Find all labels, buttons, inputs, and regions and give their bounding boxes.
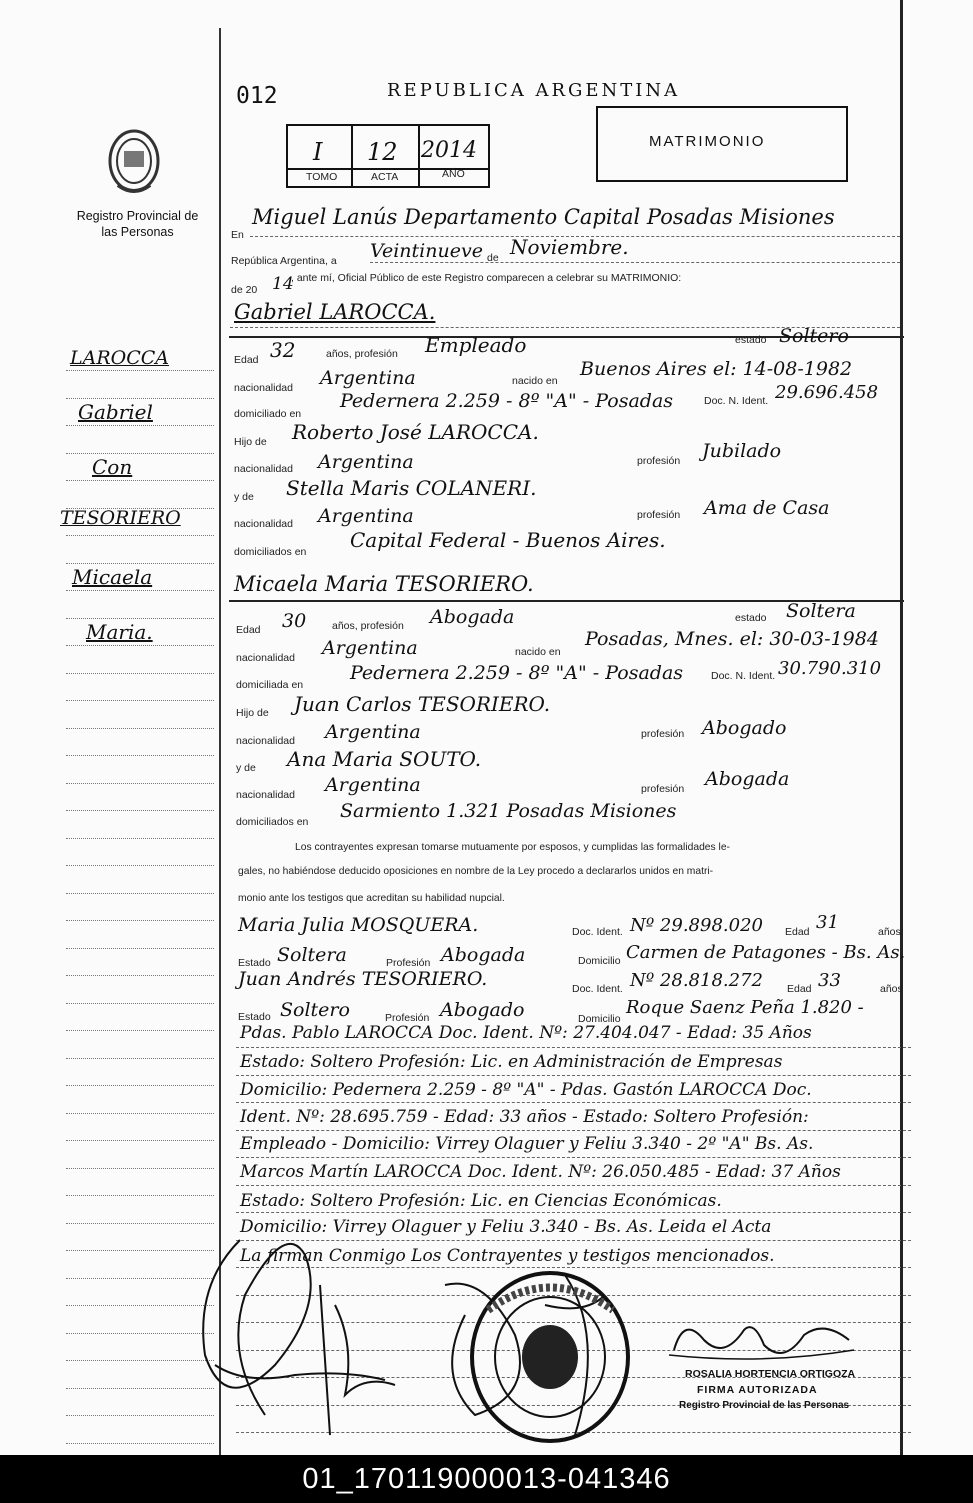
margin-ruled-line	[66, 920, 214, 921]
handwritten-line-6: Marcos Martín LAROCCA Doc. Ident. Nº: 26.050.485 - Edad: 37 Años	[240, 1162, 841, 1182]
month-value: Noviembre.	[510, 235, 629, 259]
body-ruled-line	[236, 1075, 911, 1076]
spouse2-madre-nac: Argentina	[325, 774, 421, 796]
handwritten-line-1: Pdas. Pablo LAROCCA Doc. Ident. Nº: 27.404.047 - Edad: 35 Años	[240, 1023, 812, 1043]
spouse2-padre-prof: Abogado	[702, 717, 787, 739]
witness1-estado: Soltera	[277, 944, 347, 966]
witness1-prof-label: Profesión	[386, 957, 431, 969]
page-edge	[900, 0, 903, 1455]
spouse2-padre-nac-label: nacionalidad	[236, 735, 295, 747]
margin-note-6: Maria.	[86, 620, 153, 644]
label-de: de	[487, 252, 499, 264]
year-suffix-value: 14	[272, 274, 294, 294]
body-ruled-line	[236, 1102, 911, 1103]
country-title: REPUBLICA ARGENTINA	[387, 80, 681, 101]
anio-value: 2014	[421, 138, 477, 163]
witness2-name: Juan Andrés TESORIERO.	[238, 968, 488, 990]
spouse1-domicilio: Pedernera 2.259 - 8º "A" - Posadas	[340, 390, 674, 412]
spouse2-profesion: Abogada	[430, 606, 515, 628]
document-type: MATRIMONIO	[649, 133, 766, 150]
witness2-domicilio: Roque Saenz Peña 1.820 -	[626, 997, 864, 1018]
spouse2-nacido-label: nacido en	[515, 646, 561, 658]
official-stamp-icon	[468, 1270, 633, 1445]
acta-value: 12	[367, 138, 398, 166]
margin-ruled-line	[66, 370, 214, 371]
registry-label: Registro Provincial de las Personas	[76, 209, 199, 239]
body-ruled-line	[236, 1212, 911, 1213]
margin-ruled-line	[66, 563, 214, 564]
witness2-edad-label: Edad	[787, 983, 812, 995]
handwritten-line-3: Domicilio: Pedernera 2.259 - 8º "A" - Pdas. Gastón LAROCCA Doc.	[240, 1080, 812, 1100]
body-ruled-line	[236, 1130, 911, 1131]
margin-ruled-line	[66, 398, 214, 399]
spouse1-madre-nac-label: nacionalidad	[234, 518, 293, 530]
spouse2-padre-prof-label: profesión	[641, 728, 685, 740]
spouse1-padres-dom-label: domiciliados en	[234, 546, 307, 558]
anio-label: AÑO	[442, 168, 465, 180]
witness1-doc: Nº 29.898.020	[630, 915, 763, 936]
spouse1-padre-prof: Jubilado	[702, 440, 782, 462]
margin-ruled-line	[66, 535, 214, 536]
intro-text: , ante mí, Oficial Público de este Registro comparecen a celebrar su MATRIMONIO:	[291, 272, 682, 284]
spouse2-padre-nac: Argentina	[325, 721, 421, 743]
formal-text-1: Los contrayentes expresan tomarse mutuamente por esposos, y cumplidas las formalidades le-	[295, 842, 730, 853]
margin-ruled-line	[66, 1168, 214, 1169]
spouse1-padres-dom: Capital Federal - Buenos Aires.	[350, 528, 666, 552]
official-name: ROSALIA HORTENCIA ORTIGOZA	[685, 1368, 856, 1380]
spouse1-estado: Soltero	[779, 325, 849, 347]
witness1-edad-label: Edad	[785, 926, 810, 938]
place-value: Miguel Lanús Departamento Capital Posadas Misiones	[252, 205, 835, 229]
margin-ruled-line	[66, 975, 214, 976]
margin-ruled-line	[66, 480, 214, 481]
margin-note-4: TESORIERO	[60, 507, 181, 529]
spouse1-nac-label: nacionalidad	[234, 382, 293, 394]
spouse2-edad: 30	[282, 610, 307, 632]
margin-ruled-line	[66, 1030, 214, 1031]
margin-ruled-line	[66, 728, 214, 729]
acta-label: ACTA	[371, 171, 399, 183]
witness1-dom-label: Domicilio	[578, 955, 621, 967]
spouse1-estado-label: estado	[735, 334, 767, 346]
witness1-estado-label: Estado	[238, 957, 271, 969]
handwritten-line-2: Estado: Soltero Profesión: Lic. en Administración de Empresas	[240, 1052, 783, 1072]
margin-ruled-line	[66, 1113, 214, 1114]
official-registry: Registro Provincial de las Personas	[679, 1400, 850, 1411]
margin-ruled-line	[66, 1140, 214, 1141]
witness1-edad: 31	[816, 912, 839, 933]
witness2-doc-label: Doc. Ident.	[572, 983, 623, 995]
margin-ruled-line	[66, 783, 214, 784]
margin-ruled-line	[66, 1058, 214, 1059]
spouse1-padre-prof-label: profesión	[637, 455, 681, 467]
spouse2-anios-label: años, profesión	[332, 620, 404, 632]
label-en: En	[231, 229, 244, 241]
spouse1-padre-nac: Argentina	[318, 451, 414, 473]
spouse1-hijo-label: Hijo de	[234, 436, 267, 448]
margin-ruled-line	[66, 838, 214, 839]
witness2-doc: Nº 28.818.272	[630, 970, 763, 991]
spouse2-nacionalidad: Argentina	[322, 637, 418, 659]
document-number: 012	[236, 83, 278, 109]
body-ruled-line	[236, 1047, 911, 1048]
margin-ruled-line	[66, 865, 214, 866]
spouse1-doc-label: Doc. N. Ident.	[704, 395, 769, 407]
witness2-dom-label: Domicilio	[578, 1013, 621, 1025]
witness1-name: Maria Julia MOSQUERA.	[238, 914, 479, 936]
witness1-anios-label: años	[878, 926, 901, 938]
spouse1-name: Gabriel LAROCCA.	[234, 300, 436, 324]
label-republica: República Argentina, a	[231, 255, 337, 267]
spouse1-edad-label: Edad	[234, 354, 259, 366]
spouse2-name: Micaela Maria TESORIERO.	[234, 572, 534, 596]
spouse2-estado-label: estado	[735, 612, 767, 624]
spouse1-doc: 29.696.458	[775, 382, 879, 403]
spouse2-padres-dom-label: domiciliados en	[236, 816, 309, 828]
witness1-profesion: Abogada	[441, 944, 526, 966]
tomo-value: I	[313, 138, 323, 166]
body-ruled-line	[236, 1157, 911, 1158]
official-signature-icon	[664, 1310, 859, 1370]
margin-ruled-line	[66, 700, 214, 701]
formal-text-3: monio ante los testigos que acreditan su habilidad nupcial.	[238, 893, 505, 904]
handwritten-line-5: Empleado - Domicilio: Virrey Olaguer y Feliu 3.340 - 2º "A" Bs. As.	[240, 1134, 814, 1154]
formal-text-2: gales, no habiéndose deducido oposiciones en nombre de la Ley procedo a declararlos unidos en matri-	[238, 866, 714, 877]
witness2-estado-label: Estado	[238, 1011, 271, 1023]
margin-ruled-line	[66, 590, 214, 591]
spouse2-padre: Juan Carlos TESORIERO.	[294, 692, 551, 716]
margin-note-3: Con	[92, 455, 133, 479]
spouse1-nacionalidad: Argentina	[320, 367, 416, 389]
witness2-estado: Soltero	[280, 999, 350, 1021]
spouse2-madre-prof-label: profesión	[641, 783, 685, 795]
witness2-anios-label: años	[880, 983, 903, 995]
margin-ruled-line	[66, 425, 214, 426]
margin-ruled-line	[66, 618, 214, 619]
spouse2-nacido: Posadas, Mnes. el: 30-03-1984	[585, 628, 879, 650]
witness1-domicilio: Carmen de Patagones - Bs. As.	[626, 942, 906, 963]
footer-code: 01_170119000013-041346	[0, 1455, 973, 1503]
official-title: FIRMA AUTORIZADA	[697, 1384, 818, 1396]
label-year-prefix: de 20	[231, 284, 258, 296]
spouse2-madre-prof: Abogada	[705, 768, 790, 790]
spouse2-madre: Ana Maria SOUTO.	[287, 747, 482, 771]
spouse2-madre-nac-label: nacionalidad	[236, 789, 295, 801]
spouse2-estado: Soltera	[786, 600, 856, 622]
spouse1-nacido-label: nacido en	[512, 375, 558, 387]
spouse2-edad-label: Edad	[236, 624, 261, 636]
margin-ruled-line	[66, 1085, 214, 1086]
witness1-doc-label: Doc. Ident.	[572, 926, 623, 938]
margin-ruled-line	[66, 948, 214, 949]
misiones-seal-icon	[104, 125, 164, 200]
margin-ruled-line	[66, 508, 214, 509]
handwritten-line-7: Estado: Soltero Profesión: Lic. en Ciencias Económicas.	[240, 1191, 722, 1211]
spouse2-hijo-label: Hijo de	[236, 707, 269, 719]
spouse1-dom-label: domiciliado en	[234, 408, 302, 420]
spouse1-padre-nac-label: nacionalidad	[234, 463, 293, 475]
margin-note-5: Micaela	[72, 565, 153, 589]
spouse1-edad: 32	[270, 338, 296, 362]
margin-ruled-line	[66, 810, 214, 811]
spouse2-nac-label: nacionalidad	[236, 652, 295, 664]
spouse2-domicilio: Pedernera 2.259 - 8º "A" - Posadas	[350, 662, 684, 684]
margin-ruled-line	[66, 645, 214, 646]
margin-ruled-line	[66, 673, 214, 674]
witness2-edad: 33	[818, 970, 841, 991]
margin-ruled-line	[66, 1003, 214, 1004]
margin-note-1: LAROCCA	[70, 347, 170, 369]
spouse1-nacido: Buenos Aires el: 14-08-1982	[580, 358, 853, 380]
margin-ruled-line	[66, 1195, 214, 1196]
spouse1-madre-prof: Ama de Casa	[704, 497, 830, 519]
handwritten-line-9: La firman Conmigo Los Contrayentes y testigos mencionados.	[240, 1246, 775, 1266]
day-value: Veintinueve	[370, 240, 483, 262]
margin-ruled-line	[66, 453, 214, 454]
witness2-prof-label: Profesión	[385, 1012, 430, 1024]
spouse1-madre-nac: Argentina	[318, 505, 414, 527]
margin-ruled-line	[66, 893, 214, 894]
tomo-label: TOMO	[306, 171, 338, 183]
margin-note-2: Gabriel	[78, 400, 153, 424]
spouse2-yde-label: y de	[236, 762, 256, 774]
spouse2-dom-label: domiciliada en	[236, 679, 304, 691]
spouse1-yde-label: y de	[234, 491, 254, 503]
witness2-profesion: Abogado	[440, 999, 525, 1021]
spouse2-doc: 30.790.310	[778, 658, 882, 679]
margin-ruled-line	[66, 755, 214, 756]
spouse1-anios-label: años, profesión	[326, 348, 398, 360]
spouse1-padre: Roberto José LAROCCA.	[292, 420, 539, 444]
spouse2-doc-label: Doc. N. Ident.	[711, 670, 776, 682]
spouse2-padres-dom: Sarmiento 1.321 Posadas Misiones	[340, 800, 677, 822]
handwritten-line-4: Ident. Nº: 28.695.759 - Edad: 33 años - Estado: Soltero Profesión:	[240, 1107, 809, 1127]
spouse1-profesion: Empleado	[425, 333, 527, 357]
spouse1-madre: Stella Maris COLANERI.	[286, 476, 537, 500]
handwritten-line-8: Domicilio: Virrey Olaguer y Feliu 3.340 - Bs. As. Leida el Acta	[240, 1217, 772, 1237]
body-ruled-line	[236, 1185, 911, 1186]
spouse1-madre-prof-label: profesión	[637, 509, 681, 521]
